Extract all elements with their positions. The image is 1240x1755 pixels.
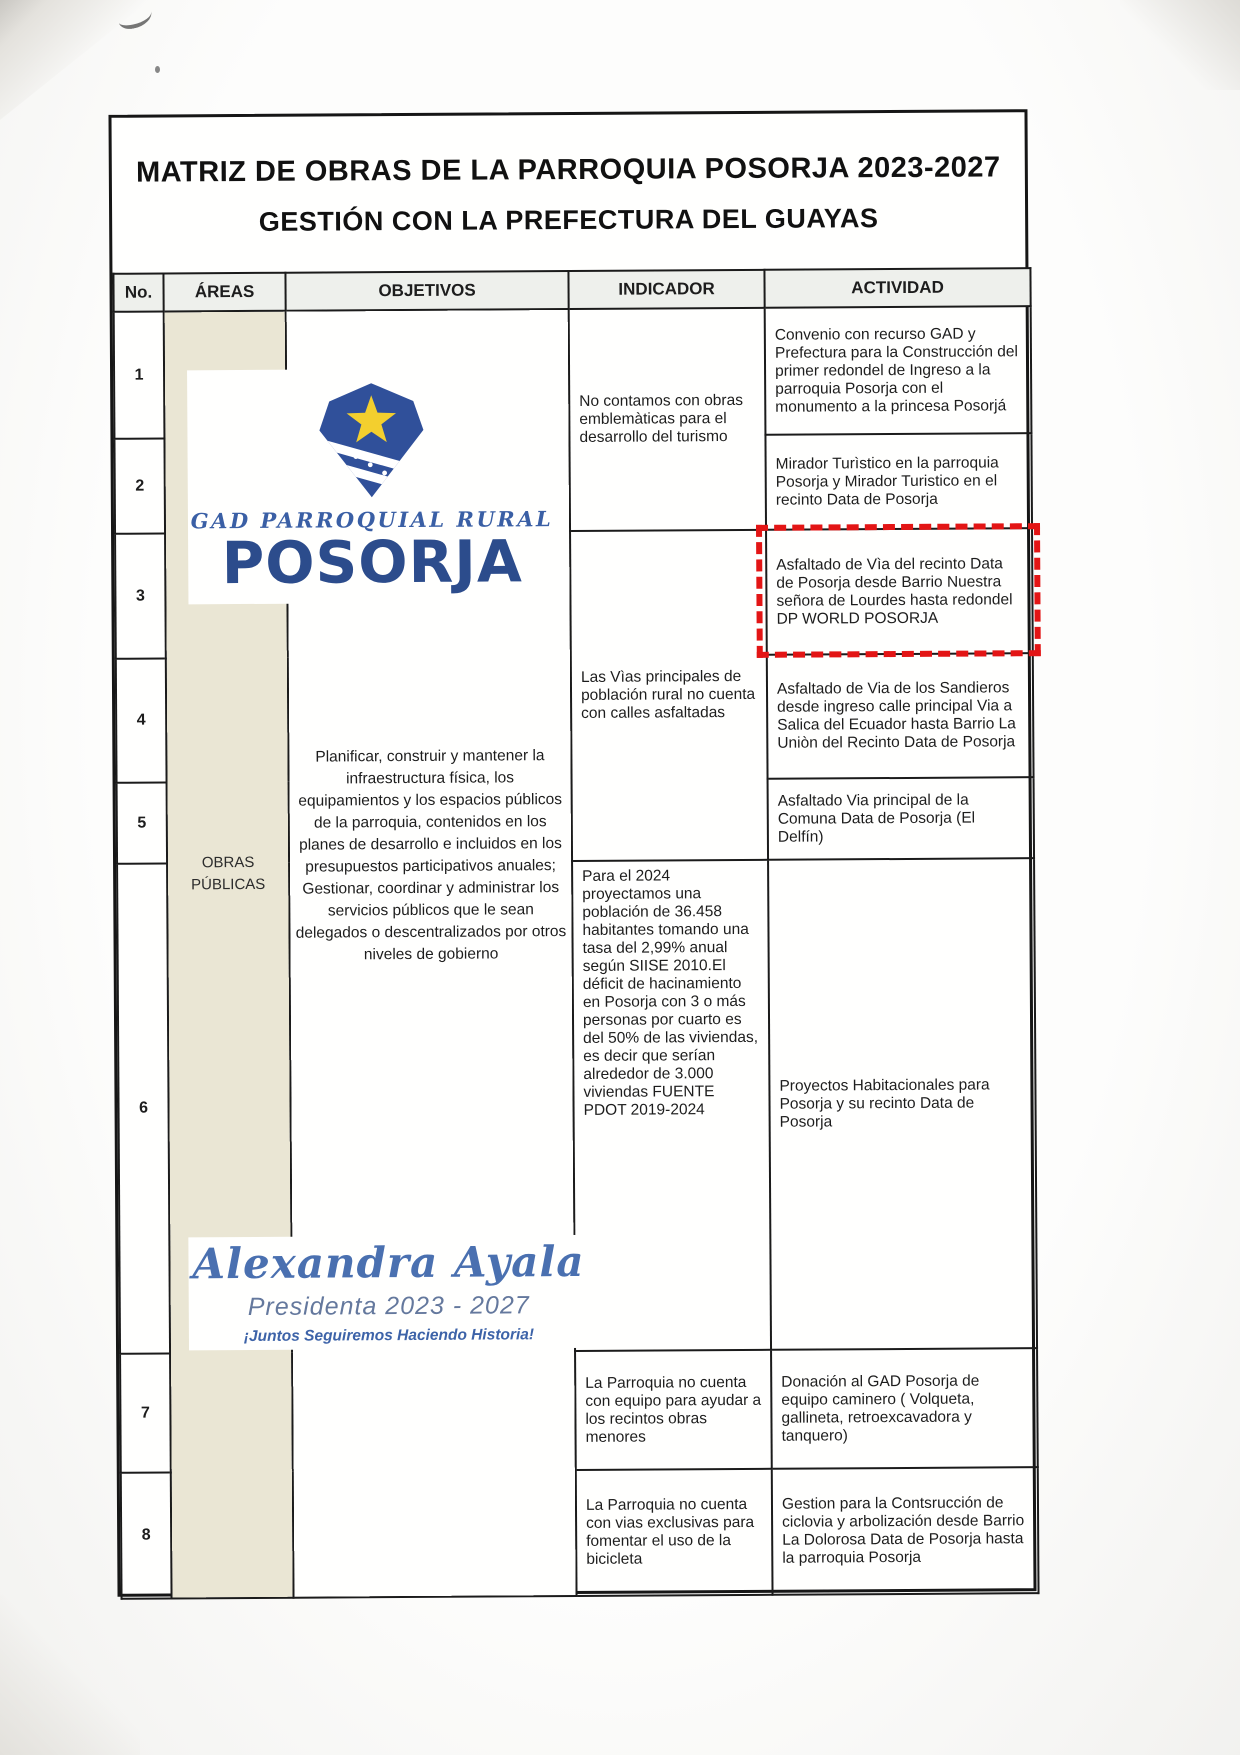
- document-title: MATRIZ DE OBRAS DE LA PARROQUIA POSORJA 2023-2027: [135, 150, 1001, 189]
- scan-shadow-artifact: [1120, 0, 1240, 90]
- indicador-cell-7: La Parroquia no cuenta con equipo para ayudar a los recintos obras menores: [575, 1350, 772, 1470]
- row-number: 5: [117, 782, 167, 863]
- actividad-cell-5: Asfaltado Via principal de la Comuna Data de Posorja (El Delfín): [768, 777, 1034, 860]
- row-number: 2: [114, 438, 165, 533]
- signature-title: Presidenta 2023 - 2027: [247, 1291, 530, 1322]
- row-number: 1: [114, 311, 165, 438]
- signature-slogan: ¡Juntos Seguiremos Haciendo Historia!: [243, 1326, 535, 1346]
- signature-block: [188, 1235, 589, 1351]
- logo-name-text: POSORJA: [221, 527, 523, 598]
- row-number: 4: [116, 658, 167, 782]
- row-number: 7: [120, 1353, 171, 1472]
- row-number: 6: [117, 863, 170, 1353]
- column-header-indicador: INDICADOR: [568, 270, 764, 309]
- scan-shadow-artifact: [0, 1595, 140, 1755]
- logo-org-text: GAD PARROQUIAL RURAL: [190, 506, 554, 534]
- indicador-cell-6: Para el 2024 proyectamos una población de 36.458 habitantes tomando una tasa del 2,99% anual según SIISE 2010.El déficit de hacinamiento en Posorja con 3 o más personas por cuarto es del 50% de las viviendas, es decir que serían alrededor de 3.000 viviendas FUENTE PDOT 2019-2024: [572, 860, 771, 1351]
- actividad-cell-1: Convenio con recurso GAD y Prefectura para la Construcción del primer redondel de Ingreso a la parroquia Posorja con el monumento a la princesa Posorjá: [765, 306, 1032, 435]
- actividad-cell-7: Donación al GAD Posorja de equipo caminero ( Volqueta, gallineta, retroexcavadora y tanquero): [771, 1348, 1038, 1469]
- document-subtitle: GESTIÓN CON LA PREFECTURA DEL GUAYAS: [258, 202, 879, 237]
- posorja-shield-star-icon: [309, 375, 434, 502]
- indicador-cell-1: No contamos con obras emblemàticas para el desarrollo del turismo: [569, 308, 766, 531]
- actividad-cell-3-highlighted: [766, 528, 1033, 655]
- actividad-cell-6: Proyectos Habitacionales para Posorja y su recinto Data de Posorja: [768, 858, 1037, 1350]
- signature-name: Alexandra Ayala: [192, 1236, 585, 1289]
- document-title-block: [112, 112, 1026, 273]
- column-header-areas: ÁREAS: [163, 273, 285, 312]
- column-header-objetivos: OBJETIVOS: [285, 271, 568, 311]
- actividad-cell-2: Mirador Turìstico en la parroquia Posorja y Mirador Turistico en el recinto Data de Posorja: [765, 433, 1032, 530]
- posorja-logo: [187, 368, 556, 604]
- header-row: [113, 268, 1030, 312]
- document-frame: [108, 109, 1036, 1597]
- areas-label: OBRAS PÚBLICAS: [191, 853, 266, 894]
- table-row: [114, 306, 1032, 439]
- indicador-cell-3: Las Vìas principales de población rural no cuenta con calles asfaltadas: [570, 530, 768, 861]
- actividad-cell-8: Gestion para la Contsrucción de ciclovia y arbolización desde Barrio La Dolorosa Data de Posorja hasta la parroquia Posorja: [772, 1467, 1039, 1595]
- row-number: 3: [115, 533, 166, 658]
- column-header-actividad: ACTIVIDAD: [764, 268, 1030, 308]
- works-matrix-table: [112, 267, 1039, 1600]
- objetivos-text: Planificar, construir y mantener la infraestructura física, los equipamientos y los espacios públicos de la parroquia, contenidos en los planes de desarrollo e incluidos en los presupuestos participativos anuales; Gestionar, coordinar y administrar los servicios públicos que le sean delegados o descentralizados por otros niveles de gobierno: [295, 747, 567, 964]
- column-header-no: No.: [113, 273, 163, 311]
- ink-dot-artifact: [155, 66, 160, 73]
- indicador-cell-8: La Parroquia no cuenta con vias exclusivas para fomentar el uso de la bicicleta: [576, 1469, 773, 1596]
- actividad-text: Asfaltado de Vìa del recinto Data de Posorja desde Barrio Nuestra señora de Lourdes hasta redondel DP WORLD POSORJA: [776, 554, 1013, 628]
- row-number: 8: [121, 1472, 172, 1598]
- actividad-cell-4: Asfaltado de Via de los Sandieros desde ingreso calle principal Via a Salica del Ecuador hasta Barrio La Uniòn del Recinto Data de Posorja: [767, 653, 1034, 779]
